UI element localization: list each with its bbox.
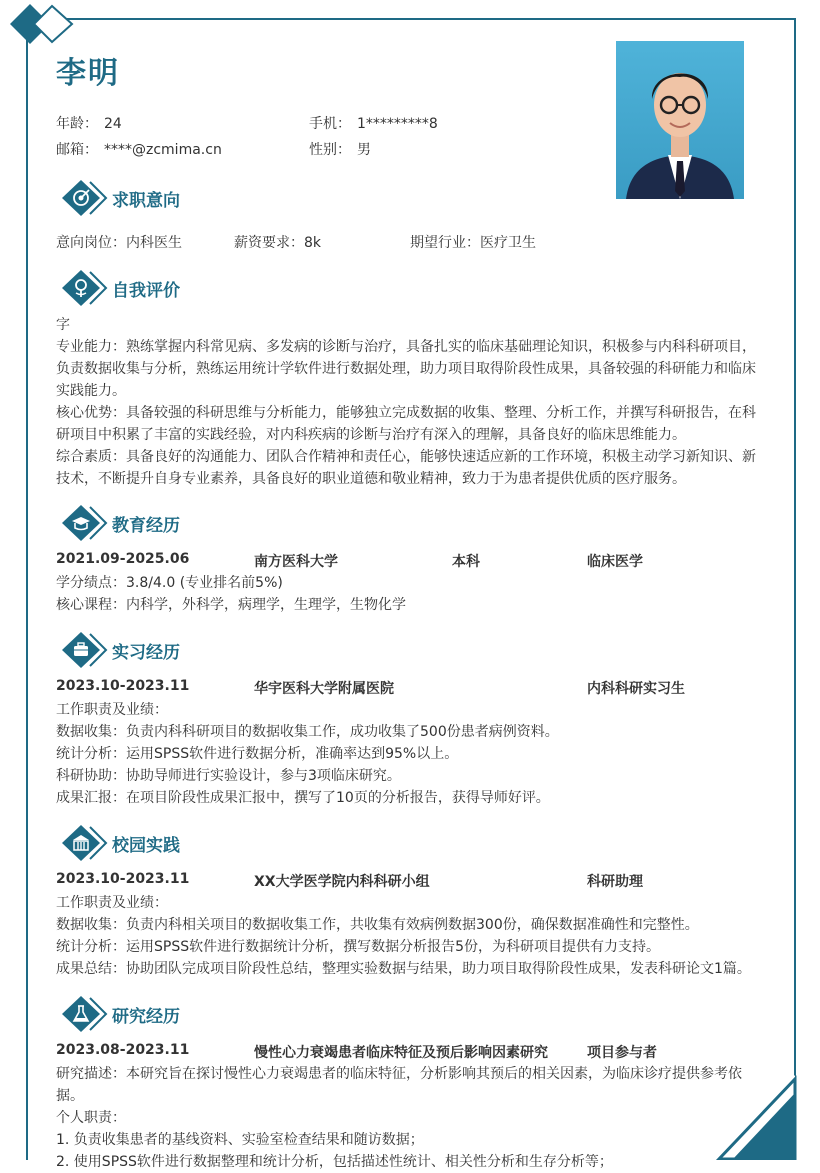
education-date: 2021.09-2025.06: [56, 551, 190, 567]
section-header-intent: [60, 178, 360, 218]
phone-label: 手机：: [309, 116, 351, 132]
education-degree: 本科: [452, 554, 480, 570]
gender-row: [309, 139, 371, 159]
email-label: 邮箱：: [56, 142, 98, 158]
internship-line: 工作职责及业绩：: [56, 702, 168, 718]
gender-label: 性别：: [309, 142, 351, 158]
email-value[interactable]: ****@zcmima.cn: [104, 142, 222, 158]
candidate-name: 李明: [56, 56, 120, 91]
section-title-campus: 校园实践: [112, 836, 180, 856]
research-line: 1. 负责收集患者的基线资料、实验室检查结果和随访数据；: [56, 1132, 424, 1148]
education-major: 临床医学: [587, 554, 643, 570]
frame-top-line: [46, 18, 796, 20]
intent-position: 意向岗位：内科医生: [56, 235, 182, 251]
internship-date: 2023.10-2023.11: [56, 678, 190, 694]
internship-line: 统计分析：运用SPSS软件进行数据分析，准确率达到95%以上。: [56, 746, 459, 762]
section-header-self-eval: [60, 268, 360, 308]
campus-body: [56, 892, 768, 980]
target-icon: [60, 178, 108, 218]
building-icon: [60, 823, 108, 863]
age-value: 24: [104, 116, 122, 132]
flask-icon: [60, 994, 108, 1034]
research-body: [56, 1063, 768, 1173]
internship-line: 科研协助：协助导师进行实验设计，参与3项临床研究。: [56, 768, 401, 784]
internship-line: 数据收集：负责内科科研项目的数据收集工作，成功收集了500份患者病例资料。: [56, 724, 559, 740]
education-line: 核心课程：内科学，外科学，病理学，生理学，生物化学: [56, 597, 406, 613]
internship-body: [56, 699, 768, 809]
self-eval-body: [56, 314, 768, 490]
internship-org: 华宇医科大学附属医院: [254, 681, 394, 697]
intent-salary: 薪资要求：8k: [234, 235, 322, 251]
section-title-internship: 实习经历: [112, 643, 180, 663]
flower-icon: [60, 268, 108, 308]
internship-role: 内科科研实习生: [587, 681, 685, 697]
section-header-internship: [60, 630, 360, 670]
self-eval-line: 综合素质：具备良好的沟通能力、团队合作精神和责任心，能够快速适应新的工作环境，积极主动学习新知识、新技术，不断提升自身专业素养，具备良好的职业道德和敬业精神，致力于为患者提供优质的医疗服务。: [56, 449, 756, 487]
campus-line: 成果总结：协助团队完成项目阶段性总结，整理实验数据与结果，助力项目取得阶段性成果，发表科研论文1篇。: [56, 961, 751, 977]
self-eval-line: 专业能力：熟练掌握内科常见病、多发病的诊断与治疗，具备扎实的临床基础理论知识，积极参与内科科研项目，负责数据收集与分析，熟练运用统计学软件进行数据处理，助力项目取得阶段性成果，具备较强的科研能力和临床实践能力。: [56, 339, 756, 399]
self-eval-line: 核心优势：具备较强的科研思维与分析能力，能够独立完成数据的收集、整理、分析工作，并撰写科研报告，在科研项目中积累了丰富的实践经验，对内科疾病的诊断与治疗有深入的理解，具备良好的临床思维能力。: [56, 405, 756, 443]
phone-value: 1*********8: [357, 116, 438, 132]
section-title-research: 研究经历: [112, 1007, 180, 1027]
research-line: 个人职责：: [56, 1110, 126, 1126]
research-line: 2. 使用SPSS软件进行数据整理和统计分析，包括描述性统计、相关性分析和生存分析等；: [56, 1154, 613, 1170]
education-line: 学分绩点：3.8/4.0 (专业排名前5%): [56, 575, 283, 591]
age-row: [56, 113, 122, 133]
section-header-campus: [60, 823, 360, 863]
campus-role: 科研助理: [587, 874, 643, 890]
campus-line: 数据收集：负责内科相关项目的数据收集工作，共收集有效病例数据300份，确保数据准确性和完整性。: [56, 917, 699, 933]
section-title-intent: 求职意向: [112, 191, 180, 211]
age-label: 年龄：: [56, 116, 98, 132]
frame-left-line: [26, 38, 28, 1160]
section-header-research: [60, 994, 360, 1034]
campus-line: 统计分析：运用SPSS软件进行数据统计分析，撰写数据分析报告5份，为科研项目提供有力支持。: [56, 939, 661, 955]
profile-photo: [616, 41, 744, 199]
section-header-education: [60, 503, 360, 543]
phone-row: [309, 113, 438, 133]
self-eval-line: 字: [56, 317, 70, 333]
research-project: 慢性心力衰竭患者临床特征及预后影响因素研究: [254, 1045, 548, 1061]
frame-right-line: [794, 18, 796, 1088]
internship-line: 成果汇报：在项目阶段性成果汇报中，撰写了10页的分析报告，获得导师好评。: [56, 790, 550, 806]
gender-value: 男: [357, 142, 371, 158]
research-date: 2023.08-2023.11: [56, 1042, 190, 1058]
education-school: 南方医科大学: [254, 554, 338, 570]
campus-line: 工作职责及业绩：: [56, 895, 168, 911]
campus-date: 2023.10-2023.11: [56, 871, 190, 887]
research-role: 项目参与者: [587, 1045, 657, 1061]
intent-industry: 期望行业：医疗卫生: [410, 235, 536, 251]
section-title-self-eval: 自我评价: [112, 281, 180, 301]
email-row: [56, 139, 222, 159]
education-body: [56, 572, 768, 616]
briefcase-icon: [60, 630, 108, 670]
campus-org: XX大学医学院内科科研小组: [254, 874, 430, 890]
research-desc: 研究描述：本研究旨在探讨慢性心力衰竭患者的临床特征，分析影响其预后的相关因素，为临床诊疗提供参考依据。: [56, 1066, 742, 1104]
corner-diamonds-decoration: [0, 0, 80, 50]
section-title-education: 教育经历: [112, 516, 180, 536]
graduation-cap-icon: [60, 503, 108, 543]
